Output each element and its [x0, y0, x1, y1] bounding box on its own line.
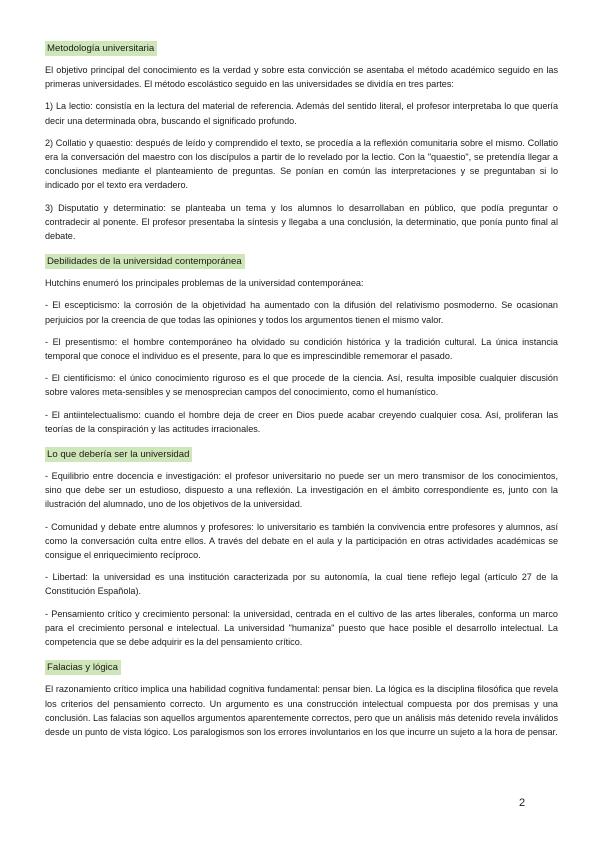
paragraph: 1) La lectio: consistía en la lectura del material de referencia. Además del sentido literal, el profesor interpretaba lo que quería decir una determinada obra, buscando el significado profundo. [45, 101, 558, 126]
paragraph: 2) Collatio y quaestio: después de leído y comprendido el texto, se procedía a la reflexión comunitaria sobre el mismo. Collatio era la conversación del maestro con los discípulos a partir de lo revelado por la lectio. Con la "quaestio", se pretendía llegar a conclusiones mediante el planteamiento de preguntas. Se ponían en común las interpretaciones y se preguntaban si lo indicado por el texto era verdadero. [45, 137, 558, 191]
section-falacias [45, 657, 558, 739]
paragraph: - El antiintelectualismo: cuando el hombre deja de creer en Dios puede acabar creyendo cualquier cosa. Así, proliferan las teorías de la conspiración y las actitudes irracionales. [45, 409, 558, 434]
section-lo-que-deberia-ser [45, 444, 558, 649]
section-heading: Debilidades de la universidad contemporánea [45, 254, 245, 269]
paragraph: 3) Disputatio y determinatio: se planteaba un tema y los alumnos lo desarrollaban en público, que podía preguntar o contradecir al ponente. El profesor presentaba la síntesis y llegaba a una conclusión, la determinatio, que ponía punto final al debate. [45, 202, 558, 242]
paragraph: El razonamiento crítico implica una habilidad cognitiva fundamental: pensar bien. La lógica es la disciplina filosófica que revela los criterios del pensamiento correcto. Un argumento es una construcción intelectual compuesta por dos premisas y una conclusión. Las falacias son aquellos argumentos aparentemente correctos, pero que un análisis más detenido revela inválidos desde un punto de vista lógico. Los paralogismos son los errores involuntarios en los que incurre un sujeto a la hora de pensar. [45, 684, 558, 737]
section-debilidades [45, 251, 558, 436]
paragraph: - Libertad: la universidad es una institución caracterizada por su autonomía, la cual tiene reflejo legal (artículo 27 de la Constitución Española). [45, 572, 558, 597]
paragraph: Hutchins enumeró los principales problemas de la universidad contemporánea: [45, 278, 364, 289]
section-heading: Metodología universitaria [45, 41, 157, 56]
section-heading: Lo que debería ser la universidad [45, 447, 192, 462]
document-page [45, 38, 558, 747]
paragraph: - El presentismo: el hombre contemporáneo ha olvidado su condición histórica y la tradición cultural. La única instancia temporal que conoce el individuo es el presente, para lo que es imprescindible rememorar el pasado. [45, 336, 558, 362]
section-heading: Falacias y lógica [45, 660, 121, 675]
paragraph: El objetivo principal del conocimiento es la verdad y sobre esta convicción se asentaba el método académico seguido en las primeras universidades. El método escolástico seguido en las universidades se dividía en tres partes: [45, 65, 558, 90]
page-number: 2 [519, 797, 526, 809]
paragraph: - Comunidad y debate entre alumnos y profesores: lo universitario es también la convivencia entre profesores y alumnos, así como la conversación culta entre ellos. A través del debate en el aula y la participación en otras actividades académicas se consigue el enriquecimiento recíproco. [45, 521, 558, 561]
paragraph: - Pensamiento crítico y crecimiento personal: la universidad, centrada en el cultivo de las artes liberales, conforma un marco para el crecimiento personal e intelectual. La universidad "humaniza" puesto que hace posible el desarrollo intelectual. La competencia que se debe adquirir es la del pensamiento crítico. [45, 608, 558, 648]
paragraph: - El escepticismo: la corrosión de la objetividad ha aumentado con la difusión del relativismo posmoderno. Se ocasionan perjuicios por la creencia de que todas las opiniones y todos los argumentos tienen el mismo valor. [45, 300, 558, 325]
paragraph: - Equilibrio entre docencia e investigación: el profesor universitario no puede ser un mero transmisor de los conocimientos, sino que debe ser un estudioso, dispuesto a una reflexión. La investigación en el ámbito correspondiente es, junto con la ilustración del alumnado, uno de los objetivos de la universidad. [45, 471, 558, 510]
paragraph: - El cientificismo: el único conocimiento riguroso es el que procede de la ciencia. Así, resulta imposible cualquier discusión sobre valores meta-sensibles y se menosprecian campos del conocimiento, como el humanístico. [45, 373, 558, 398]
section-metodologia [45, 38, 558, 243]
